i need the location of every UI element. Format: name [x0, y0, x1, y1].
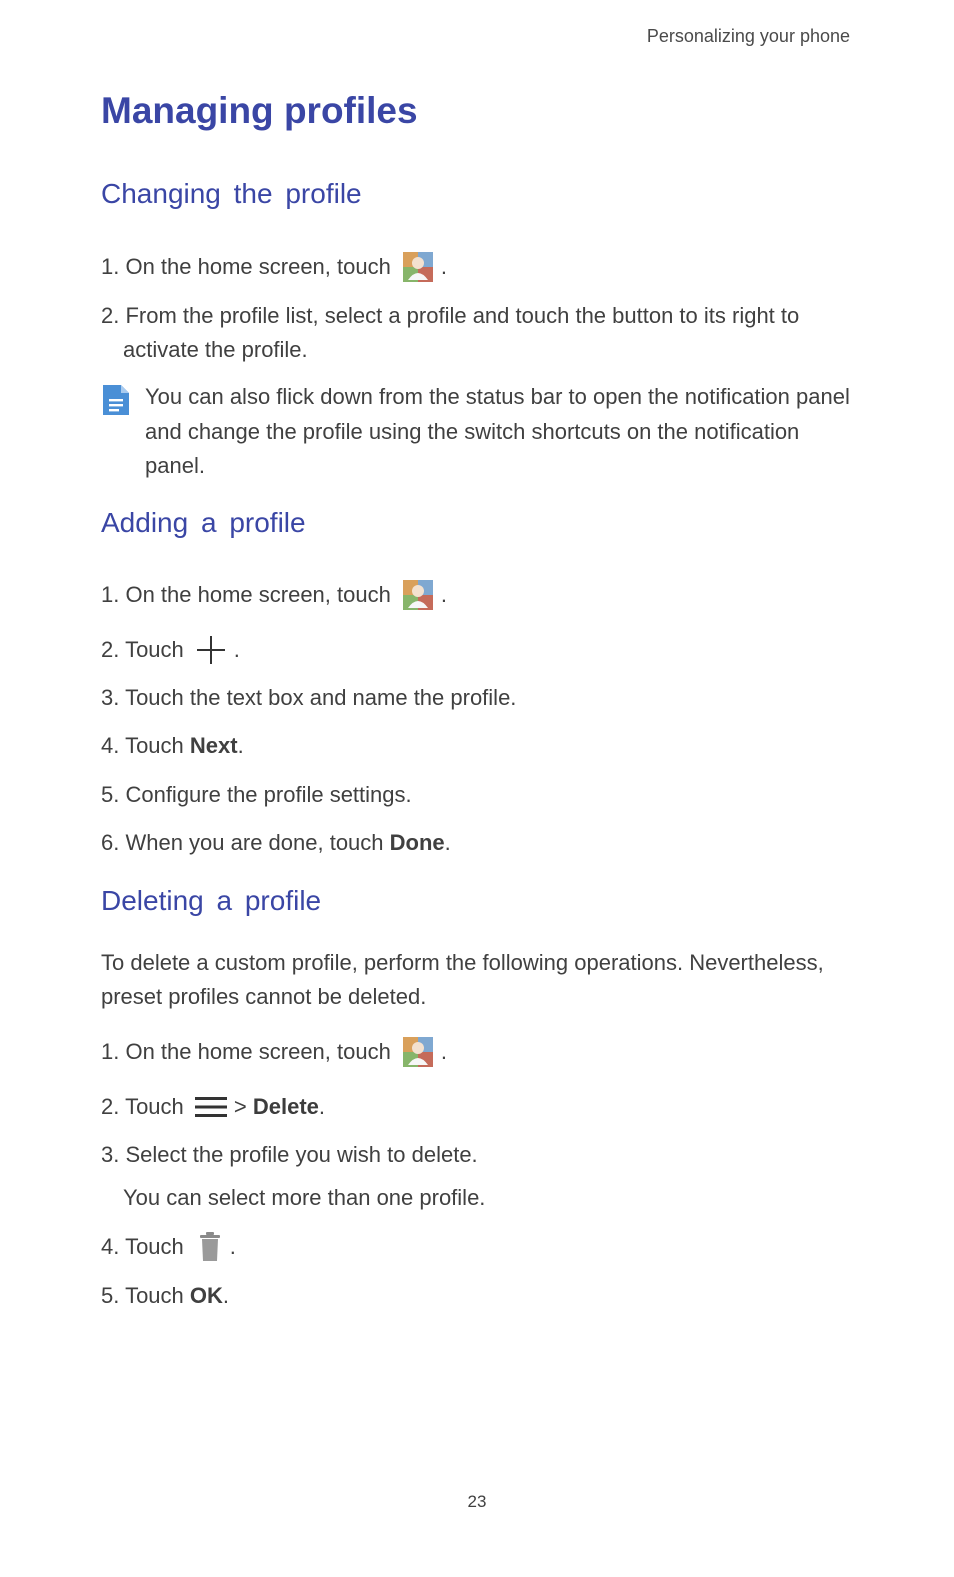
step-text: 1. On the home screen, touch: [101, 1039, 391, 1064]
page-number: 23: [467, 1492, 487, 1511]
profiles-app-icon: [403, 252, 433, 282]
step-text: 2. Touch: [101, 637, 184, 662]
step-bold: Delete: [252, 1094, 319, 1119]
step-separator: >: [227, 1094, 253, 1119]
page-title: Managing profiles: [101, 90, 418, 131]
changing-step-2-line-1: 2. From the profile list, select a profile and touch the button to its right to: [101, 303, 800, 328]
deleting-step-5: [101, 1279, 229, 1313]
step-text: 6. When you are done, touch: [101, 830, 390, 855]
step-text: 4. Touch: [101, 1234, 184, 1259]
step-text: 4. Touch: [101, 733, 190, 758]
section-heading-changing: Changing the profile: [101, 178, 362, 209]
deleting-step-3: 3. Select the profile you wish to delete.: [101, 1142, 478, 1167]
adding-step-4: [101, 729, 244, 763]
section-heading-adding: Adding a profile: [101, 507, 306, 538]
changing-step-1: [101, 250, 447, 284]
adding-step-6: [101, 826, 451, 860]
step-after: .: [318, 1094, 326, 1119]
step-text: 1. On the home screen, touch: [101, 254, 391, 279]
step-after: .: [229, 1234, 236, 1259]
step-text: 2. Touch: [101, 1094, 184, 1119]
changing-step-2-line-2: activate the profile.: [123, 337, 308, 362]
step-bold: OK: [189, 1283, 223, 1308]
step-after: .: [222, 1283, 230, 1308]
deleting-step-1: [101, 1035, 447, 1069]
step-bold: Next: [189, 733, 238, 758]
note-icon: [101, 383, 131, 417]
step-after: .: [444, 830, 451, 855]
adding-step-3: 3. Touch the text box and name the profile.: [101, 685, 517, 710]
step-bold: Done: [389, 830, 445, 855]
step-text: 1. On the home screen, touch: [101, 582, 391, 607]
menu-icon: [194, 1094, 228, 1120]
deleting-step-2: [101, 1090, 325, 1124]
step-after: .: [440, 254, 447, 279]
adding-step-2: [101, 633, 240, 667]
adding-step-1: [101, 578, 447, 612]
deleting-intro: To delete a custom profile, perform the following operations. Nevertheless, preset profiles cannot be deleted.: [101, 950, 824, 1009]
step-after: .: [440, 1039, 447, 1064]
step-text: 5. Touch: [101, 1283, 190, 1308]
step-after: .: [440, 582, 447, 607]
deleting-step-3-sub: You can select more than one profile.: [123, 1185, 486, 1210]
step-after: .: [233, 637, 240, 662]
adding-step-5: 5. Configure the profile settings.: [101, 782, 412, 807]
profiles-app-icon: [403, 1037, 433, 1067]
note-text: You can also flick down from the status bar to open the notification panel and change the profile using the switch shortcuts on the notification panel.: [145, 384, 850, 478]
running-header: Personalizing your phone: [646, 26, 850, 46]
profiles-app-icon: [403, 580, 433, 610]
plus-icon: [196, 635, 226, 665]
deleting-step-4: [101, 1230, 236, 1264]
trash-icon: [198, 1232, 222, 1262]
step-after: .: [237, 733, 244, 758]
section-heading-deleting: Deleting a profile: [101, 885, 322, 916]
